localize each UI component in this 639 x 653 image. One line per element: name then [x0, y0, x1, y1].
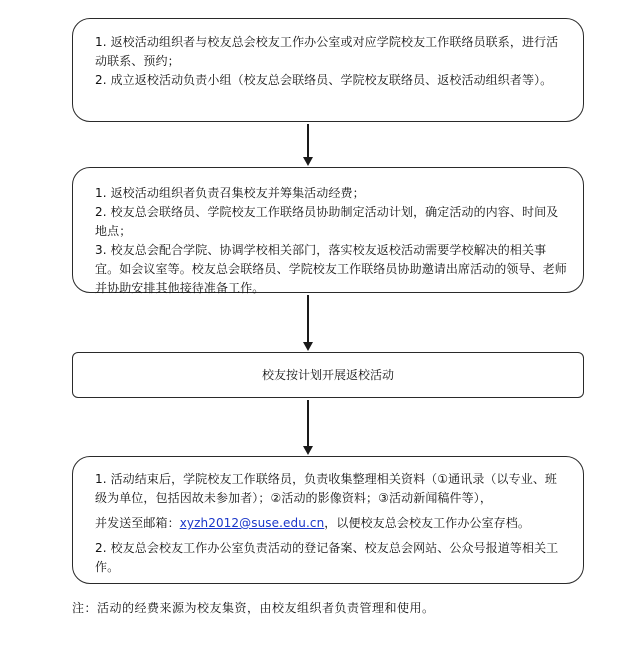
step-2-line-1: 1. 返校活动组织者负责召集校友并筹集活动经费； [95, 186, 365, 200]
step-4-line-2 [95, 514, 569, 533]
step-4-box [72, 456, 584, 584]
step-2-line-2: 2. 校友总会联络员、学院校友工作联络员协助制定活动计划，确定活动的内容、时间及地点； [95, 205, 559, 238]
step-4-line-3: 2. 校友总会校友工作办公室负责活动的登记备案、校友总会网站、公众号报道等相关工作。 [95, 541, 559, 574]
step-2-box [72, 167, 584, 293]
arrow-down-icon [303, 157, 313, 166]
step-4-line-1: 1. 活动结束后，学院校友工作联络员，负责收集整理相关资料（①通讯录（以专业、班级为单位，包括因故未参加者）；②活动的影像资料；③活动新闻稿件等）， [95, 472, 558, 505]
email-link[interactable]: xyzh2012@suse.edu.cn [179, 516, 325, 530]
step-1-box [72, 18, 584, 122]
email-suffix: ，以便校友总会校友工作办公室存档。 [324, 516, 530, 530]
step-1-line-1: 1. 返校活动组织者与校友总会校友工作办公室或对应学院校友工作联络员联系，进行活动联系、预约； [95, 35, 559, 68]
flow-arrow-3 [303, 400, 313, 455]
arrow-down-icon [303, 446, 313, 455]
step-1-line-2: 2. 成立返校活动负责小组（校友总会联络员、学院校友联络员、返校活动组织者等）。 [95, 73, 553, 87]
step-2-line-3: 3. 校友总会配合学院、协调学校相关部门，落实校友返校活动需要学校解决的相关事宜。如会议室等。校友总会联络员、学院校友工作联络员协助邀请出席活动的领导、老师并协助安排其他接待准备工作。 [95, 243, 567, 295]
email-prefix: 并发送至邮箱： [95, 516, 180, 530]
footnote: 注：活动的经费来源为校友集资，由校友组织者负责管理和使用。 [72, 601, 435, 615]
flow-arrow-2 [303, 295, 313, 351]
step-3-text: 校友按计划开展返校活动 [261, 368, 394, 382]
arrow-down-icon [303, 342, 313, 351]
step-3-box [72, 352, 584, 398]
flow-arrow-1 [303, 124, 313, 166]
